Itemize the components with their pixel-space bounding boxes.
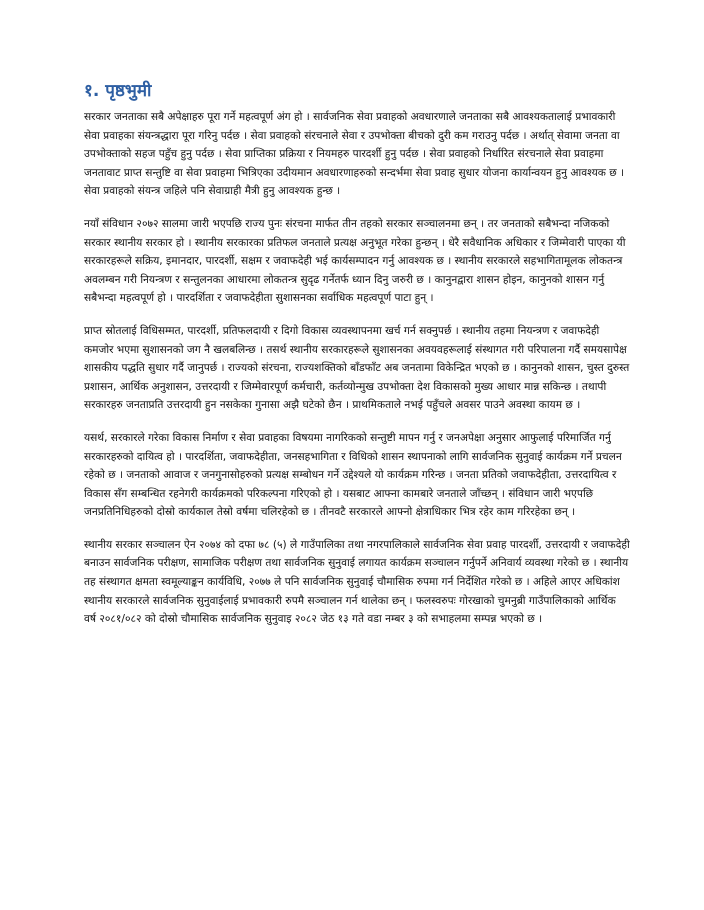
document-page (84, 80, 630, 643)
paragraph-3: प्राप्त स्रोतलाई विधिसम्मत, पारदर्शी, प्रतिफलदायी र दिगो विकास व्यवस्थापनमा खर्च गर्न सक्नुपर्छ । स्थानीय तहमा नियन्त्रण र जवाफदेही कमजोर भएमा सुशासनको जग नै खलबलिन्छ । तसर्थ स्थानीय सरकारहरूले सुशासनका अवयवहरूलाई संस्थागत गरी परिपालना गर्दै समयसापेक्ष शासकीय पद्धति सुधार गर्दै जानुपर्छ । राज्यको संरचना, राज्यशक्तिको बाँडफाँट अब जनतामा विकेन्द्रित भएको छ । कानुनको शासन, चुस्त दुरुस्त प्रशासन, आर्थिक अनुशासन, उत्तरदायी र जिम्मेवारपूर्ण कर्मचारी, कर्तव्योन्मुख उपभोक्ता देश विकासको मुख्य आधार मान्न सकिन्छ । तथापी सरकारहरु जनताप्रति उत्तरदायी हुन नसकेका गुनासा अझै घटेको छैन । प्राथमिकताले नभई पहुँचले अवसर पाउने अवस्था कायम छ । (84, 324, 630, 412)
paragraph-4: यसर्थ, सरकारले गरेका विकास निर्माण र सेवा प्रवाहका विषयमा नागरिकको सन्तुष्टी मापन गर्नु र जनअपेक्षा अनुसार आफुलाई परिमार्जित गर्नु सरकारहरुको दायित्व हो । पारदर्शिता, जवाफदेहीता, जनसहभागिता र विधिको शासन स्थापनाको लागि सार्वजनिक सुनुवाई कार्यक्रम गर्ने प्रचलन रहेको छ । जनताको आवाज र जनगुनासोहरुको प्रत्यक्ष सम्बोधन गर्ने उद्देश्यले यो कार्यक्रम गरिन्छ । जनता प्रतिको जवाफदेहीता, उत्तरदायित्व र विकास सँग सम्बन्धित रहनेगरी कार्यक्रमको परिकल्पना गरिएको हो । यसबाट आफ्ना कामबारे जनताले जाँच्छन् । संविधान जारी भएपछि जनप्रतिनिधिहरुको दोस्रो कार्यकाल तेस्रो वर्षमा चलिरहेको छ । तीनवटै सरकारले आफ्नो क्षेत्राधिकार भित्र रहेर काम गरिरहेका छन् । (84, 431, 622, 519)
paragraph-5: स्थानीय सरकार सञ्चालन ऐन २०७४ को दफा ७८ (५) ले गाउँपालिका तथा नगरपालिकाले सार्वजनिक सेवा प्रवाह पारदर्शी, उत्तरदायी र जवाफदेही बनाउन सार्वजनिक परीक्षण, सामाजिक परीक्षण तथा सार्वजनिक सुनुवाई लगायत कार्यक्रम सञ्चालन गर्नुपर्ने अनिवार्य व्यवस्था गरेको छ । स्थानीय तह संस्थागत क्षमता स्वमूल्याङ्कन कार्यविधि, २०७७ ले पनि सार्वजनिक सुनुवाई चौमासिक रुपमा गर्न निर्देशित गरेको छ । अहिले आएर अधिकांश स्थानीय सरकारले सार्वजनिक सुनुवाईलाई प्रभावकारी रुपमै सञ्चालन गर्न थालेका छन् । फलस्वरुपः गोरखाको चुमनुब्री गाउँपालिकाको आर्थिक वर्ष २०८१/०८२ को दोस्रो चौमासिक सार्वजनिक सुनुवाइ २०८२ जेठ १३ गते वडा नम्बर ३ को सभाहलमा सम्पन्न भएको छ । (84, 538, 630, 626)
paragraph-2: नयाँ संविधान २०७२ सालमा जारी भएपछि राज्य पुनः संरचना मार्फत तीन तहको सरकार सञ्चालनमा छन् । तर जनताको सबैभन्दा नजिकको सरकार स्थानीय सरकार हो । स्थानीय सरकारका प्रतिफल जनताले प्रत्यक्ष अनुभूत गरेका हुन्छन् । धेरै सवैधानिक अधिकार र जिम्मेवारी पाएका यी सरकारहरूले सक्रिय, इमानदार, पारदर्शी, सक्षम र जवाफदेही भई कार्यसम्पादन गर्नु आवश्यक छ । स्थानीय सरकारले सहभागितामूलक लोकतन्त्र अवलम्बन गरी नियन्त्रण र सन्तुलनका आधारमा लोकतन्त्र सुदृढ गर्नेतर्फ ध्यान दिनु जरुरी छ । कानुनद्वारा शासन होइन, कानुनको शासन गर्नु सबैभन्दा महत्वपूर्ण हो । पारदर्शिता र जवाफदेहीता सुशासनका सर्वाधिक महत्वपूर्ण पाटा हुन् । (84, 217, 626, 305)
paragraph-1: सरकार जनताका सबै अपेक्षाहरु पूरा गर्ने महत्वपूर्ण अंग हो । सार्वजनिक सेवा प्रवाहको अवधारणाले जनताका सबै आवश्यकतालाई प्रभावकारी सेवा प्रवाहका संयन्त्रद्धारा पूरा गरिनु पर्दछ । सेवा प्रवाहको संरचनाले सेवा र उपभोक्ता बीचको दुरी कम गराउनु पर्दछ । अर्थात् सेवामा जनता वा उपभोक्ताको सहज पहुँच हुनु पर्दछ । सेवा प्राप्तिका प्रक्रिया र नियमहरु पारदर्शी हुनु पर्दछ । सेवा प्रवाहको निर्धारित संरचनाले सेवा प्रवाहमा जनतावाट प्राप्त सन्तुष्टि वा सेवा प्रवाहमा भित्रिएका उदीयमान अवधारणाहरुको सन्दर्भमा सेवा प्रवाह सुधार योजना कार्यान्वयन हुनु आवश्यक छ । सेवा प्रवाहको संयन्त्र जहिले पनि सेवाग्राही मैत्री हुनु आवश्यक हुन्छ । (84, 111, 625, 198)
section-heading: १. पृष्ठभुमी (84, 81, 152, 101)
